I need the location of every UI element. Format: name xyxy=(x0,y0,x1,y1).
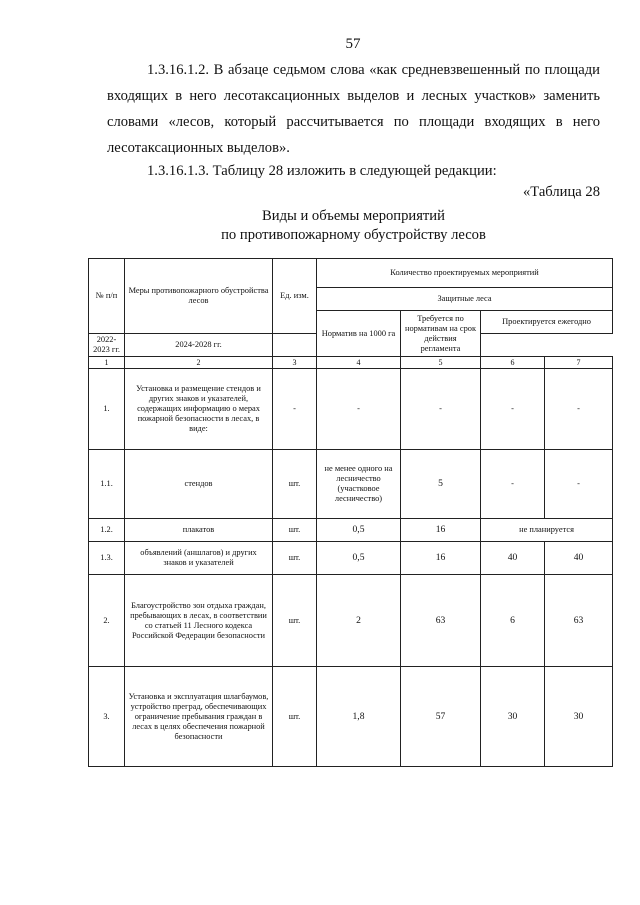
table-row xyxy=(89,575,613,667)
row-measure: объявлений (аншлагов) и других знаков и указателей xyxy=(125,542,273,575)
row-unit: шт. xyxy=(273,519,317,542)
row-num: 1.1. xyxy=(89,450,125,519)
header-measure: Меры противопожарного обустройства лесов xyxy=(125,259,273,334)
row-norm: 0,5 xyxy=(317,542,401,575)
row-period-2: 40 xyxy=(545,542,613,575)
header-row-1 xyxy=(89,259,613,288)
index-cell: 6 xyxy=(481,357,545,369)
row-period-2: - xyxy=(545,450,613,519)
row-required: - xyxy=(401,369,481,450)
row-required: 63 xyxy=(401,575,481,667)
row-unit: шт. xyxy=(273,575,317,667)
row-measure: Установка и размещение стендов и других знаков и указателей, содержащих информацию о мерах пожарной безопасности в лесах, в виде: xyxy=(125,369,273,450)
table-row xyxy=(89,667,613,767)
table-row xyxy=(89,542,613,575)
row-unit: шт. xyxy=(273,450,317,519)
row-unit: шт. xyxy=(273,542,317,575)
header-period-2: 2024-2028 гг. xyxy=(125,334,273,357)
row-norm: - xyxy=(317,369,401,450)
header-planned: Проектируется ежегодно xyxy=(481,311,613,334)
row-required: 5 xyxy=(401,450,481,519)
paragraph-1-text: 1.3.16.1.2. В абзаце седьмом слова «как средневзвешенный по площади входящих в него лесотаксационных выделов и лесных участков» заменить словами «лесов, который рассчитывается по площади входящих в него лесотаксационных выделов». xyxy=(107,62,600,156)
header-unit: Ед. изм. xyxy=(273,259,317,334)
paragraph-2-text: 1.3.16.1.3. Таблицу 28 изложить в следующей редакции: xyxy=(147,163,497,179)
row-measure: стендов xyxy=(125,450,273,519)
index-cell: 5 xyxy=(401,357,481,369)
index-cell: 2 xyxy=(125,357,273,369)
row-period-1: 6 xyxy=(481,575,545,667)
index-cell: 7 xyxy=(545,357,613,369)
row-period-2: 63 xyxy=(545,575,613,667)
row-norm: 0,5 xyxy=(317,519,401,542)
row-measure: Установка и эксплуатация шлагбаумов, устройство преград, обеспечивающих ограничение пребывания граждан в лесах в целях обеспечения пожарной безопасности xyxy=(125,667,273,767)
paragraph-1 xyxy=(107,57,600,161)
header-subgroup: Защитные леса xyxy=(317,288,613,311)
row-num: 1.2. xyxy=(89,519,125,542)
row-required: 16 xyxy=(401,519,481,542)
row-measure: Благоустройство зон отдыха граждан, пребывающих в лесах, в соответствии со статьей 11 Лесного кодекса Российской Федерации безопасности xyxy=(125,575,273,667)
page-number: 57 xyxy=(345,36,361,52)
header-required: Требуется по нормативам на срок действия регламента xyxy=(401,311,481,357)
index-cell: 1 xyxy=(89,357,125,369)
row-period-1: - xyxy=(481,369,545,450)
header-num: № п/п xyxy=(89,259,125,334)
row-required: 57 xyxy=(401,667,481,767)
index-row xyxy=(89,357,613,369)
row-period-1: 30 xyxy=(481,667,545,767)
table-row xyxy=(89,450,613,519)
row-period-1: 40 xyxy=(481,542,545,575)
row-measure: плакатов xyxy=(125,519,273,542)
index-cell: 3 xyxy=(273,357,317,369)
table-caption: «Таблица 28 xyxy=(522,184,600,200)
row-not-planned: не планируется xyxy=(481,519,613,542)
row-period-2: 30 xyxy=(545,667,613,767)
row-required: 16 xyxy=(401,542,481,575)
paragraph-2 xyxy=(107,158,600,184)
header-period-1: 2022-2023 гг. xyxy=(89,334,125,357)
row-norm: не менее одного на лесничество (участковое лесничество) xyxy=(317,450,401,519)
row-num: 1. xyxy=(89,369,125,450)
measures-table xyxy=(88,258,613,767)
table-row xyxy=(89,519,613,542)
row-period-2: - xyxy=(545,369,613,450)
index-cell: 4 xyxy=(317,357,401,369)
row-period-1: - xyxy=(481,450,545,519)
table-title xyxy=(107,207,600,245)
row-norm: 1,8 xyxy=(317,667,401,767)
table-title-line-1: Виды и объемы мероприятий xyxy=(262,208,445,224)
header-norm: Норматив на 1000 га xyxy=(317,311,401,357)
row-num: 3. xyxy=(89,667,125,767)
table-row xyxy=(89,369,613,450)
row-num: 2. xyxy=(89,575,125,667)
row-unit: - xyxy=(273,369,317,450)
header-group: Количество проектируемых мероприятий xyxy=(317,259,613,288)
row-norm: 2 xyxy=(317,575,401,667)
table-title-line-2: по противопожарному обустройству лесов xyxy=(221,227,486,243)
row-unit: шт. xyxy=(273,667,317,767)
row-num: 1.3. xyxy=(89,542,125,575)
